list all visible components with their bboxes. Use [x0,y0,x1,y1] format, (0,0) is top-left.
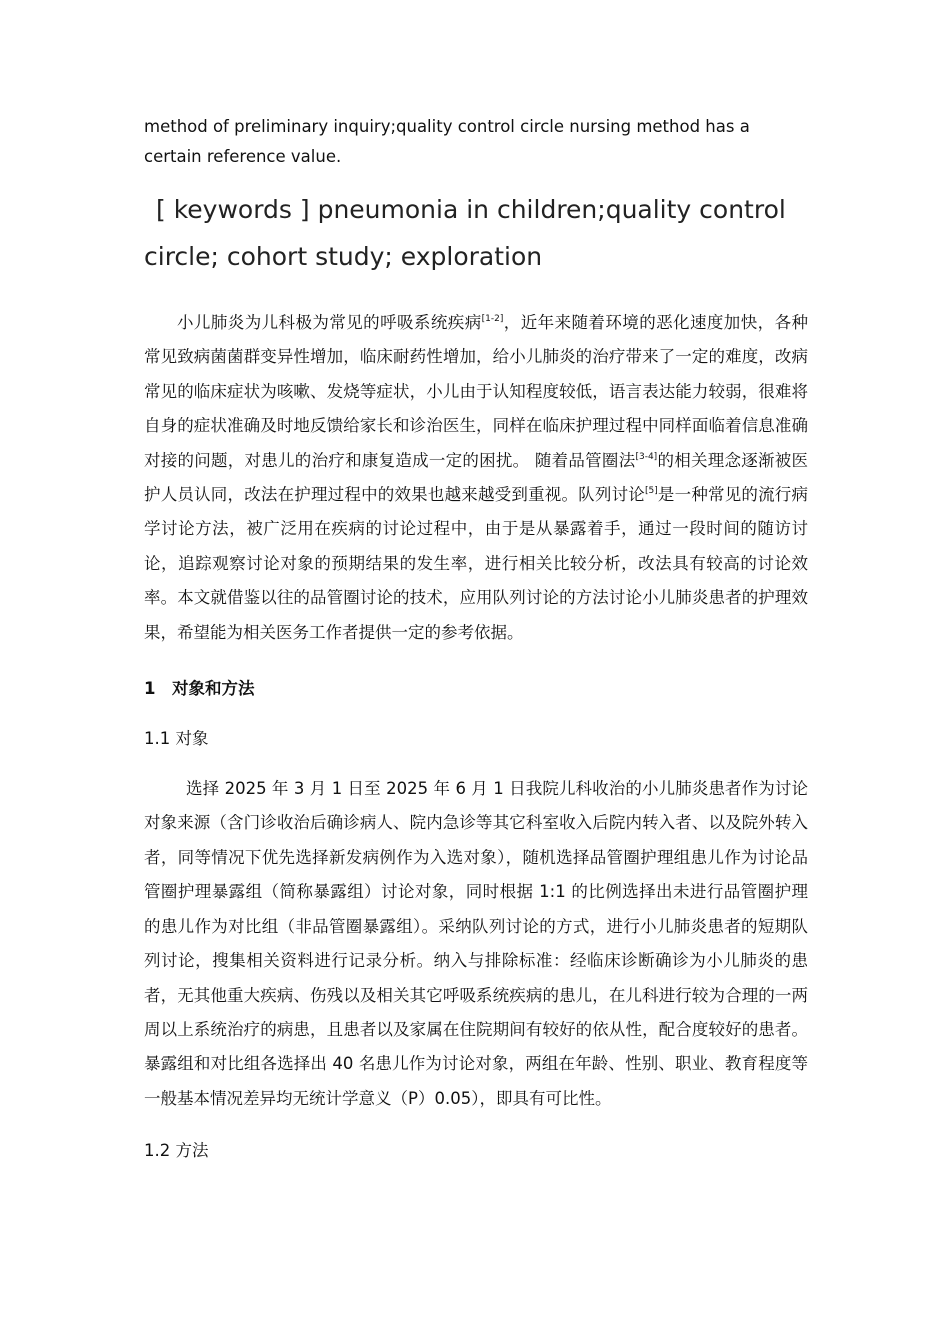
keywords-text: pneumonia in children;quality control circle; cohort study; exploration [144,195,786,271]
section-heading [144,674,808,704]
keywords-line [144,186,808,280]
intro-text-3: 的相关理念逐渐被医护人员认同，改法在护理过程中的效果也越来越受到重视。队列讨论 [144,450,808,505]
intro-text-4: 是一种常见的流行病学讨论方法，被广泛用在疾病的讨论过程中，由于是从暴露着手，通过一段时间的随访讨论，追踪观察讨论对象的预期结果的发生率，进行相关比较分析，改法具有较高的讨论效率。本文就借鉴以往的品管圈讨论的技术，应用队列讨论的方法讨论小儿肺炎患者的护理效果，希望能为相关医务工作者提供一定的参考依据。 [144,485,809,642]
objects-paragraph: 选择 2025 年 3 月 1 日至 2025 年 6 月 1 日我院儿科收治的小儿肺炎患者作为讨论对象来源（含门诊收治后确诊病人、院内急诊等其它科室收入后院内转入者、以及院外转入者，同等情况下优先选择新发病例作为入选对象），随机选择品管圈护理组患儿作为讨论品管圈护理暴露组（简称暴露组）讨论对象，同时根据 1:1 的比例选择出未进行品管圈护理的患儿作为对比组（非品管圈暴露组）。采纳队列讨论的方式，进行小儿肺炎患者的短期队列讨论，搜集相关资料进行记录分析。纳入与排除标准：经临床诊断确诊为小儿肺炎的患者，无其他重大疾病、伤残以及相关其它呼吸系统疾病的患儿，在儿科进行较为合理的一两周以上系统治疗的病患，且患者以及家属在住院期间有较好的依从性，配合度较好的患者。暴露组和对比组各选择出 40 名患儿作为讨论对象，两组在年龄、性别、职业、教育程度等一般基本情况差异均无统计学意义（P）0.05），即具有可比性。 [144,779,808,1108]
paper-page [144,112,808,1166]
citation-2: [3-4] [635,451,658,462]
subsection-heading-objects: 1.1 对象 [144,729,209,749]
citation-3: [5] [644,486,658,497]
intro-text-1: 小儿肺炎为儿科极为常见的呼吸系统疾病 [177,313,482,332]
section-number: 1 [144,679,156,699]
citation-1: [1-2] [481,314,504,324]
intro-text-2: ，近年来随着环境的恶化速度加快，各种常见致病菌菌群变异性增加，临床耐药性增加，给小儿肺炎的治疗带来了一定的难度，改病常见的临床症状为咳嗽、发烧等症状，小儿由于认知程度较低，语言表达能力较弱，很难将自身的症状准确及时地反馈给家长和诊治医生，同样在临床护理过程中同样面临着信息准确对接的问题，对患儿的治疗和康复造成一定的困扰。 随着品管圈法 [144,313,809,470]
subsection-heading-methods: 1.2 方法 [144,1141,209,1161]
section-title: 对象和方法 [172,679,255,699]
keywords-label: [ keywords ] [156,195,310,224]
abstract-tail: method of preliminary inquiry;quality control circle nursing method has a certain reference value. [144,117,750,166]
intro-paragraph [144,306,808,650]
